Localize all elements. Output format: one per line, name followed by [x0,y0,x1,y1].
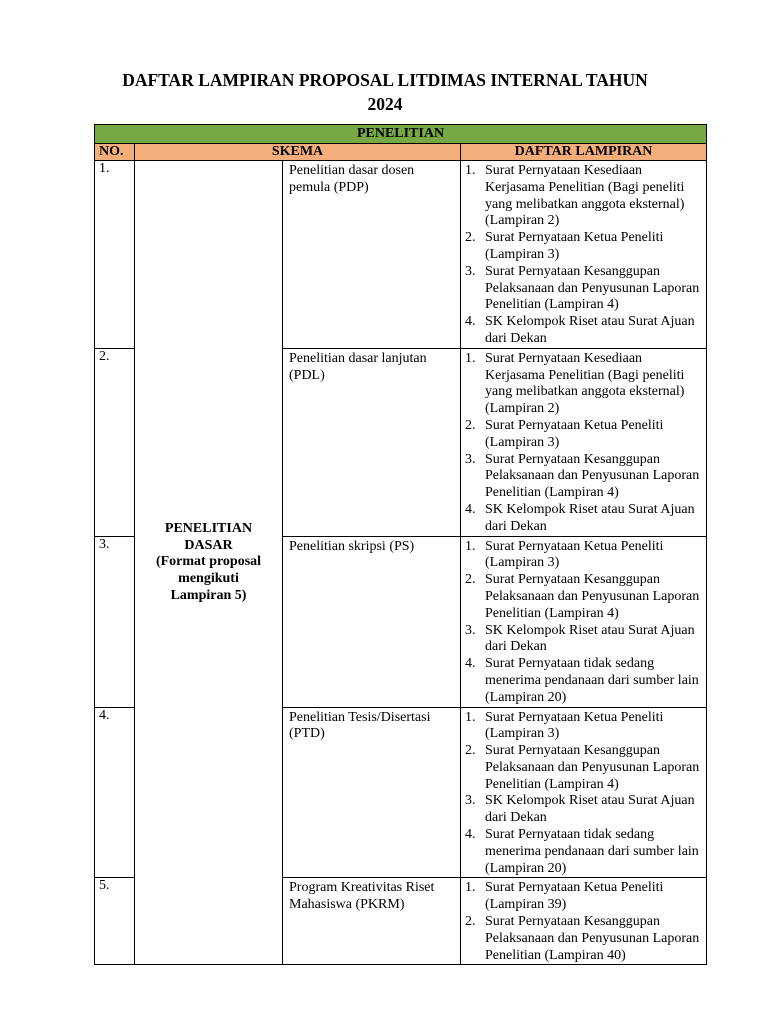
attachment-item [465,502,702,536]
scheme-group-cell [135,161,283,965]
attachment-number: 4. [465,314,476,330]
attachment-text: Surat Pernyataan Kesanggupan Pelaksanaan dan Penyusunan Laporan Penelitian (Lampiran 40) [485,914,700,963]
attachment-text: Surat Pernyataan Kesanggupan Pelaksanaan dan Penyusunan Laporan Penelitian (Lampiran 4) [485,263,700,313]
document-title-line-2: 2024 [367,94,403,114]
attachment-text: Surat Pernyataan Kesediaan Kerjasama Penelitian (Bagi peneliti yang melibatkan anggota eksternal) (Lampiran 2) [485,350,685,417]
header-row [95,144,707,161]
attachment-number: 3. [465,451,476,467]
attachment-list-cell [461,348,707,536]
attachment-text: Surat Pernyataan Ketua Peneliti (Lampiran 3) [485,230,664,262]
attachment-item [465,623,702,657]
attachment-list-cell [461,707,707,878]
scheme-name: Penelitian Tesis/Disertasi (PTD) [283,707,461,878]
attachment-number: 1. [465,880,476,896]
group-line-3: (Format proposal [155,554,262,570]
attachment-item [465,452,702,502]
attachment-text: Surat Pernyataan Kesanggupan Pelaksanaan dan Penyusunan Laporan Penelitian (Lampiran 4) [485,743,700,792]
attachment-number: 2. [465,572,476,588]
attachment-item [465,418,702,452]
attachment-text: SK Kelompok Riset atau Surat Ajuan dari Dekan [485,793,695,826]
attachment-number: 2. [465,743,476,759]
attachment-item [465,914,702,964]
row-number: 5. [95,878,135,965]
attachment-text: SK Kelompok Riset atau Surat Ajuan dari Dekan [485,501,695,534]
section-band: PENELITIAN [95,125,707,144]
attachment-number: 4. [465,501,476,517]
attachment-text: Surat Pernyataan Kesanggupan Pelaksanaan dan Penyusunan Laporan Penelitian (Lampiran 4) [485,572,700,621]
attachment-number: 1. [465,163,476,178]
attachment-list [465,163,702,348]
attachment-list-cell [461,536,707,707]
attachment-text: Surat Pernyataan Kesanggupan Pelaksanaan dan Penyusunan Laporan Penelitian (Lampiran 4) [485,451,700,501]
attachment-item [465,880,702,914]
scheme-name: Penelitian dasar dosen pemula (PDP) [283,161,461,349]
row-number: 3. [95,536,135,707]
attachment-number: 4. [465,656,476,672]
attachment-text: Surat Pernyataan tidak sedang menerima pendanaan dari sumber lain (Lampiran 20) [485,656,699,705]
attachment-item [465,314,702,348]
group-line-1: PENELITIAN [164,520,253,536]
attachment-number: 1. [465,709,476,725]
document-title [80,68,690,116]
section-band-row [95,125,707,144]
attachment-number: 3. [465,263,476,279]
attachment-number: 2. [465,417,476,433]
attachment-list [465,710,702,878]
attachment-text: Surat Pernyataan Ketua Peneliti (Lampiran 3) [485,538,664,571]
attachment-text: SK Kelompok Riset atau Surat Ajuan dari Dekan [485,314,695,346]
table-row [95,161,707,349]
attachment-number: 1. [465,538,476,554]
attachment-list [465,539,702,707]
attachment-number: 1. [465,350,476,366]
row-number: 4. [95,707,135,878]
attachment-list [465,351,702,536]
attachment-text: Surat Pernyataan tidak sedang menerima pendanaan dari sumber lain (Lampiran 20) [485,827,699,876]
attachment-item [465,827,702,877]
attachment-number: 2. [465,914,476,930]
attachment-table [94,124,707,965]
group-line-2: DASAR [184,537,233,553]
attachment-item [465,572,702,622]
attachment-item [465,710,702,744]
scheme-name: Penelitian skripsi (PS) [283,536,461,707]
attachment-list-cell [461,878,707,965]
attachment-list-cell [461,161,707,349]
attachment-item [465,230,702,264]
group-line-4: mengikuti [178,571,239,587]
document-title-line-1: DAFTAR LAMPIRAN PROPOSAL LITDIMAS INTERNAL TAHUN [122,70,648,90]
attachment-text: Surat Pernyataan Kesediaan Kerjasama Penelitian (Bagi peneliti yang melibatkan anggota eksternal) (Lampiran 2) [485,163,685,229]
header-lampiran: DAFTAR LAMPIRAN [461,144,707,161]
header-skema: SKEMA [135,144,461,161]
group-line-5: Lampiran 5) [170,587,247,603]
attachment-text: Surat Pernyataan Ketua Peneliti (Lampiran 39) [485,880,664,913]
attachment-text: Surat Pernyataan Ketua Peneliti (Lampiran 3) [485,709,664,742]
attachment-item [465,539,702,573]
attachment-item [465,351,702,418]
row-number: 1. [95,161,135,349]
attachment-number: 4. [465,827,476,843]
attachment-item [465,656,702,706]
attachment-list [465,880,702,964]
attachment-item [465,793,702,827]
scheme-name: Penelitian dasar lanjutan (PDL) [283,348,461,536]
attachment-text: Surat Pernyataan Ketua Peneliti (Lampiran 3) [485,417,664,450]
scheme-name: Program Kreativitas Riset Mahasiswa (PKRM) [283,878,461,965]
attachment-number: 3. [465,793,476,809]
row-number: 2. [95,348,135,536]
attachment-item [465,264,702,314]
attachment-number: 3. [465,622,476,638]
attachment-number: 2. [465,230,476,246]
header-no: NO. [95,144,135,161]
attachment-text: SK Kelompok Riset atau Surat Ajuan dari Dekan [485,622,695,655]
attachment-item [465,743,702,793]
attachment-item [465,163,702,230]
